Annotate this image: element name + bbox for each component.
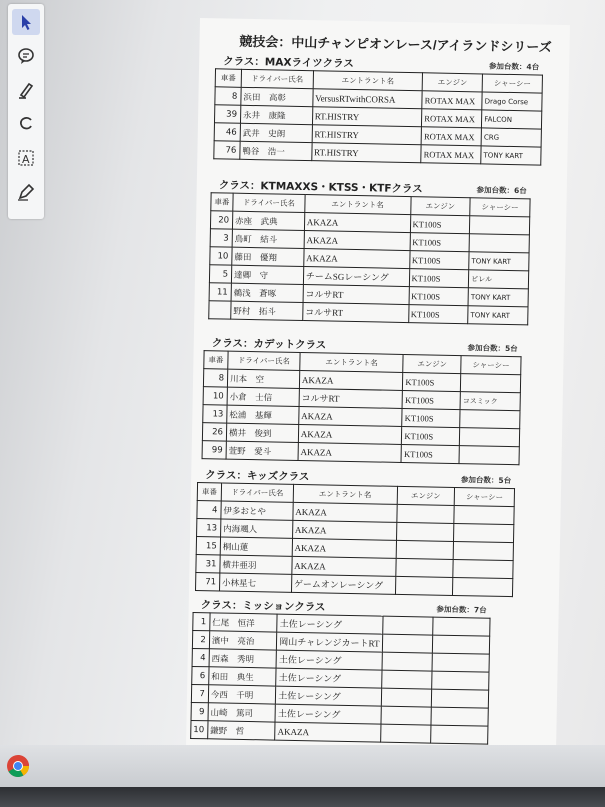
entry-count: 参加台数：5台 [467,343,518,354]
cell-entrant: ゲームオンレーシング [291,574,395,594]
text-box-icon[interactable] [12,145,40,171]
cell-driver: 川本 空 [227,369,299,388]
column-header-entrant: エントラント名 [300,352,404,372]
cell-chassis [432,689,489,708]
cell-no: 8 [203,369,227,387]
cell-entrant: コルサRT [299,388,403,408]
cell-driver: 今西 千明 [208,685,276,704]
cell-chassis [460,410,520,429]
class-section [202,334,522,465]
cell-chassis [469,234,529,253]
cell-driver: 鵜浅 蒼啄 [231,283,303,302]
entry-table [213,68,543,165]
cell-no: 2 [192,630,209,648]
cell-entrant: コルサRT [302,303,408,323]
class-title: クラス：MAXライツクラス [223,55,354,70]
cell-chassis [453,559,513,578]
class-section [208,176,531,325]
cell-chassis: TONY KART [468,288,528,307]
cell-engine: KT100S [410,215,470,234]
cell-entrant: RT.HISTRY [312,107,422,127]
cell-driver: 野村 拓斗 [231,301,303,320]
cell-engine: KT100S [402,426,460,445]
cell-no: 13 [203,405,227,423]
cell-driver: 小倉 士信 [227,387,299,406]
column-header-chassis: シャーシー [454,487,514,506]
cell-no: 71 [196,573,220,591]
column-header-engine: エンジン [410,197,470,216]
cell-chassis: Drago Corse [482,92,542,111]
cell-no: 26 [202,423,226,441]
cell-entrant: 土佐レーシング [275,704,381,724]
cell-chassis [454,505,514,524]
cell-engine [381,706,432,725]
column-header-entrant: エントラント名 [313,71,423,91]
cell-chassis [459,428,519,447]
svg-text:A: A [22,153,30,166]
cell-no: 99 [202,441,226,459]
cell-chassis: コスミック [460,392,520,411]
cell-entrant: 土佐レーシング [276,668,382,688]
cell-driver: 藤田 優翔 [232,247,304,266]
cell-no: 9 [191,702,208,720]
cell-engine [396,522,454,541]
cell-driver: 永井 康隆 [240,105,312,124]
cell-no: 1 [193,612,210,630]
cell-engine: KT100S [409,287,469,306]
entry-table [195,482,515,597]
cell-entrant: チームSGレーシング [303,267,409,287]
cell-entrant: 土佐レーシング [277,614,383,634]
cell-entrant: 土佐レーシング [276,686,382,706]
cell-chassis [432,671,489,690]
cell-engine: KT100S [409,269,469,288]
cell-no: 10 [191,720,208,738]
cell-no: 11 [209,283,231,301]
cell-chassis [431,707,488,726]
cell-entrant: 土佐レーシング [276,650,382,670]
entry-table [208,192,530,325]
cell-engine [381,670,432,689]
cell-engine: KT100S [402,390,460,409]
cell-driver: 達卿 守 [231,265,303,284]
cell-driver: 横井亜羽 [220,555,292,574]
cell-entrant: RT.HISTRY [311,143,421,163]
cell-engine: KT100S [410,233,470,252]
cell-driver: 和田 典生 [209,667,277,686]
cell-entrant: AKAZA [304,213,410,233]
cell-engine [396,504,454,523]
cell-chassis [431,725,488,744]
column-header-engine: エンジン [403,354,461,373]
monitor-bezel [0,787,605,807]
document-page [186,18,570,745]
class-section [195,466,515,597]
cell-driver: 横井 俊到 [226,423,298,442]
entry-table [202,350,522,465]
cell-entrant: RT.HISTRY [312,125,422,145]
column-header-entrant: エントラント名 [305,195,411,215]
entry-count: 参加台数：4台 [488,61,540,72]
cell-no: 46 [214,123,240,141]
class-title: クラス：キッズクラス [205,469,310,484]
entry-count: 参加台数：7台 [436,604,487,615]
cell-engine [382,634,433,653]
cell-driver: 仁尾 恒洋 [210,613,278,632]
cell-entrant: AKAZA [292,556,396,576]
column-header-driver: ドライバー氏名 [233,193,305,212]
cell-chassis: FALCON [482,110,542,129]
cell-entrant: AKAZA [304,249,410,269]
cell-chassis [453,541,513,560]
cell-chassis [432,653,489,672]
cell-no: 5 [209,265,231,283]
column-header-chassis: シャーシー [461,356,521,375]
cell-engine: ROTAX MAX [421,145,481,164]
cell-driver: 武井 史朗 [240,123,312,142]
cell-no: 3 [210,229,232,247]
cell-driver: 山崎 篤司 [208,703,276,722]
class-title: クラス：ミッションクラス [200,599,326,614]
column-header-driver: ドライバー氏名 [221,483,293,502]
cell-engine: KT100S [409,251,469,270]
comment-icon[interactable] [12,43,40,69]
column-header-engine: エンジン [397,486,455,505]
cell-chassis: TONY KART [468,306,528,325]
cell-engine: ROTAX MAX [422,91,482,110]
cell-engine [382,616,433,635]
cell-no: 15 [196,537,220,555]
document-title: 競技会：中山チャンピオンレース/アイランドシリーズ [239,33,552,55]
entry-count: 参加台数：6台 [476,185,527,196]
highlight-pen-icon[interactable] [12,77,40,103]
cell-entrant: コルサRT [303,285,409,305]
cell-driver: 赤座 武典 [232,211,304,230]
column-header-engine: エンジン [422,73,482,92]
cell-no: 10 [203,387,227,405]
cell-driver: 鳥町 結斗 [232,229,304,248]
cell-entrant: VersusRTwithCORSA [312,89,422,109]
cell-chassis: CRG [481,128,541,147]
cell-chassis [433,617,490,636]
cell-entrant: AKAZA [292,538,396,558]
cell-chassis [454,523,514,542]
cell-entrant: AKAZA [298,442,402,462]
cell-entrant: AKAZA [292,520,396,540]
cell-engine [396,540,454,559]
column-header-no: 車番 [197,483,221,501]
cell-driver: 西森 秀明 [209,649,277,668]
cell-no: 7 [191,684,208,702]
cell-engine [380,724,431,743]
column-header-chassis: シャーシー [482,74,542,93]
cell-engine [381,688,432,707]
cell-driver: 松浦 基輝 [227,405,299,424]
cell-no: 76 [214,141,240,159]
cell-no: 4 [192,648,209,666]
cell-engine [382,652,433,671]
cell-engine: KT100S [403,372,461,391]
column-header-no: 車番 [215,69,241,87]
cell-chassis: TONY KART [469,252,529,271]
cell-no: 13 [197,519,221,537]
cell-engine [395,558,453,577]
cell-chassis [433,635,490,654]
class-section [190,596,491,745]
column-header-driver: ドライバー氏名 [241,69,313,88]
chrome-icon[interactable] [6,754,30,778]
column-header-entrant: エントラント名 [293,484,397,504]
cell-engine: KT100S [402,408,460,427]
cell-entrant: AKAZA [304,231,410,251]
cell-driver: 内海颯人 [220,519,292,538]
cell-driver: 鴨谷 浩一 [240,141,312,160]
taskbar [0,745,605,787]
signature-pen-icon[interactable] [12,179,40,205]
cell-entrant: AKAZA [299,406,403,426]
cell-chassis [470,216,530,235]
column-header-no: 車番 [204,351,228,369]
cell-driver: 浜田 高彰 [241,87,313,106]
cell-chassis: ビレル [469,270,529,289]
cell-no: 10 [210,247,232,265]
column-header-no: 車番 [211,193,233,211]
cell-driver: 萱野 愛斗 [226,441,298,460]
cell-chassis [461,374,521,393]
cell-no: 39 [214,105,240,123]
cell-entrant: AKAZA [298,424,402,444]
cell-driver: 濱中 亮治 [209,631,277,650]
class-title: クラス：カデットクラス [211,337,327,352]
column-header-driver: ドライバー氏名 [228,351,300,370]
cell-driver: 伊多おとや [221,501,293,520]
cell-driver: 桐山蓮 [220,537,292,556]
class-section [213,52,543,165]
cell-engine: KT100S [408,305,468,324]
column-header-chassis: シャーシー [470,198,530,217]
select-cursor-icon[interactable] [12,9,40,35]
cell-entrant: AKAZA [299,370,403,390]
cell-entrant: AKAZA [293,502,397,522]
cell-no: 8 [215,87,241,105]
cell-no [209,301,231,319]
cell-engine: ROTAX MAX [421,127,481,146]
cell-entrant: AKAZA [275,722,381,742]
cell-engine: KT100S [401,444,459,463]
cell-engine: ROTAX MAX [422,109,482,128]
cell-driver: 小林星七 [219,573,291,592]
entry-count: 参加台数：5台 [460,475,512,486]
entry-table [190,612,490,745]
cell-no: 20 [210,211,232,229]
draw-loop-icon[interactable] [12,111,40,137]
cell-engine [395,576,453,595]
cell-chassis [459,446,519,465]
annotation-toolbar [8,4,44,219]
cell-no: 6 [192,666,209,684]
cell-chassis [453,577,513,596]
cell-no: 4 [197,501,221,519]
cell-entrant: 岡山チャレンジカートRT [277,632,383,652]
cell-chassis: TONY KART [481,146,541,165]
class-title: クラス：KTMAXXS・KTSS・KTFクラス [218,179,423,196]
cell-driver: 鎌野 哲 [207,721,275,740]
cell-no: 31 [196,555,220,573]
